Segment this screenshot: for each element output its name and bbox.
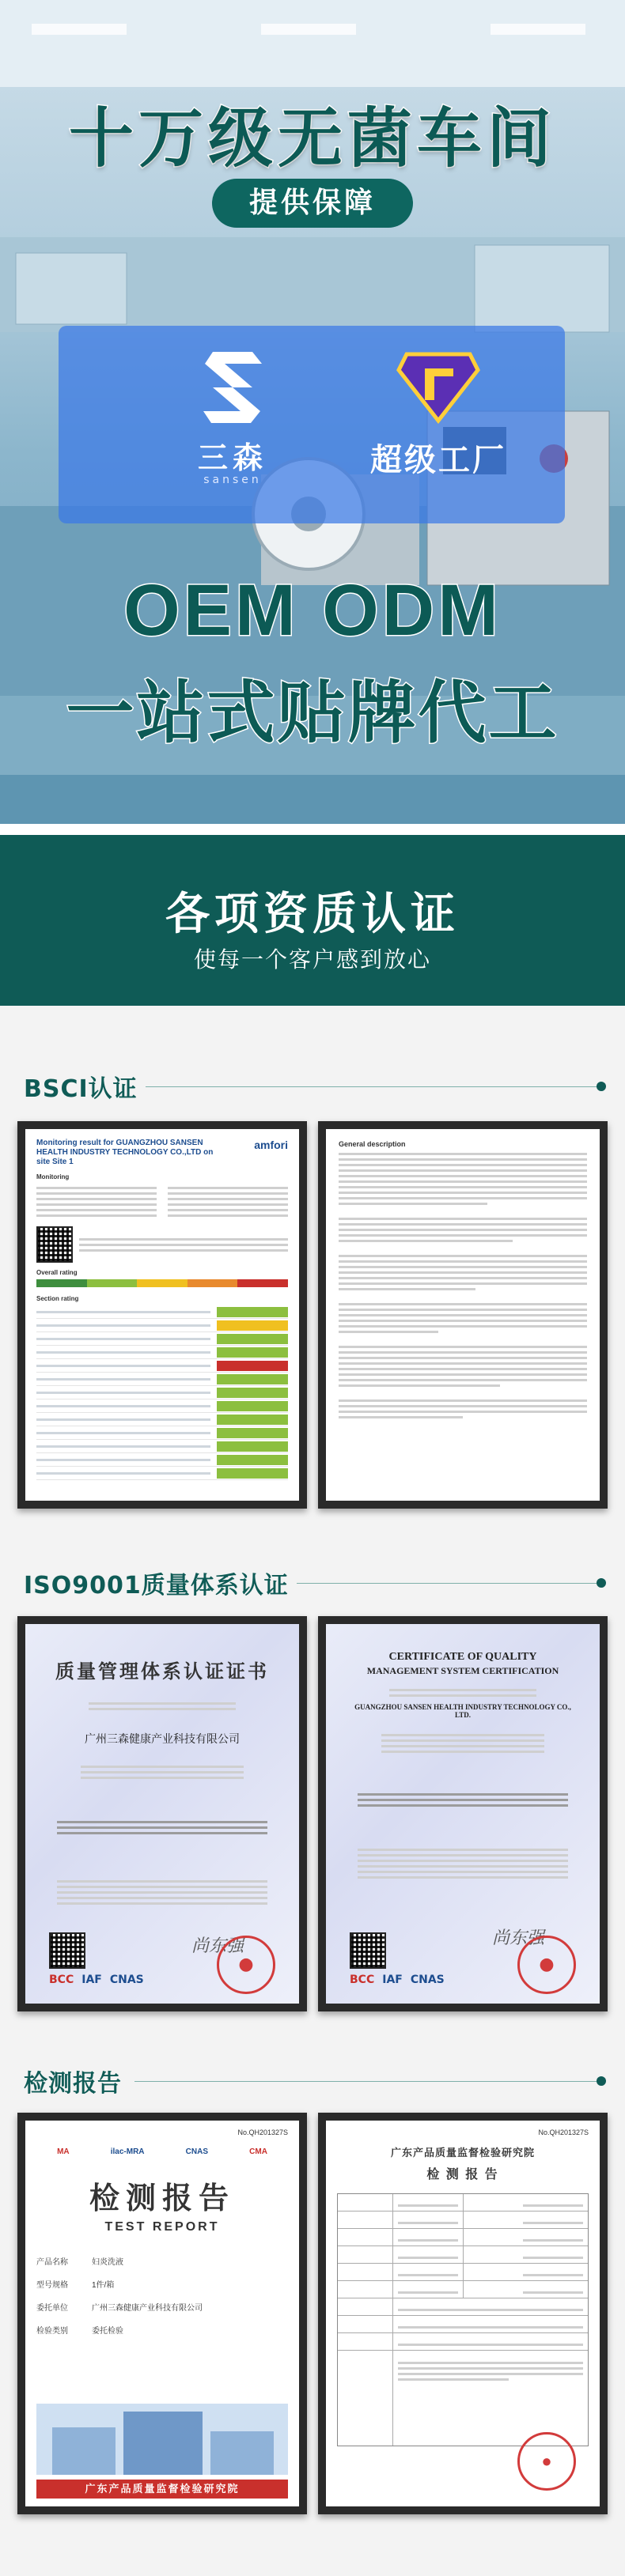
- section-divider: [119, 1086, 600, 1087]
- test-left-marks: [36, 2147, 288, 2156]
- sansen-logo: [177, 348, 288, 486]
- bsci-left-site: Site 1: [52, 1158, 74, 1166]
- section-label: ISO9001质量体系认证: [24, 1566, 297, 1600]
- bsci-left-section2: Overall rating: [36, 1269, 78, 1276]
- qualification-banner: [0, 824, 625, 1006]
- iso-en-signature: 尚东强: [491, 1928, 544, 1948]
- banner-subtitle: 使每一个客户感到放心: [193, 946, 431, 973]
- section-dot: [597, 1578, 606, 1588]
- cnas-mark: CNAS: [109, 1974, 144, 1986]
- test-left-title-en: TEST REPORT: [104, 2220, 220, 2234]
- section-header-iso: [0, 1566, 625, 1600]
- sansen-brand-sub: sansen: [203, 474, 262, 486]
- hero-section: [0, 0, 625, 824]
- cma-mark: CMA: [249, 2147, 267, 2156]
- iaf-mark: IAF: [81, 1974, 102, 1986]
- field-key: 产品名称: [36, 2258, 68, 2267]
- red-seal-stamp: ●: [217, 1936, 275, 1994]
- section-label: 检测报告: [24, 2064, 130, 2098]
- section-header-bsci: [0, 1069, 625, 1101]
- super-factory-brand-name: 超级工厂: [370, 442, 506, 478]
- field-key: 检验类别: [36, 2327, 68, 2336]
- iso-en-company: GUANGZHOU SANSEN HEALTH INDUSTRY TECHNOLOGY CO., LTD.: [354, 1703, 571, 1719]
- super-factory-logo: [359, 348, 517, 480]
- iso-cn-signature: 尚东强: [191, 1936, 244, 1956]
- section-divider: [134, 2081, 600, 2082]
- brand-logo-panel: [59, 326, 565, 523]
- iso-en-title-1: CERTIFICATE OF QUALITY: [388, 1651, 537, 1663]
- banner-title: 各项资质认证: [165, 889, 460, 940]
- red-seal-stamp: ●: [517, 1936, 576, 1994]
- qr-code-icon: [350, 1932, 386, 1969]
- iso-cert-cn: [17, 1616, 307, 2011]
- iso-en-title-2: MANAGEMENT SYSTEM CERTIFICATION: [366, 1665, 559, 1676]
- section-label: BSCI认证: [24, 1069, 146, 1104]
- test-right-number: No.QH201327S: [538, 2128, 589, 2136]
- field-value: 委托检验: [92, 2327, 123, 2336]
- section-dot: [597, 1082, 606, 1091]
- overall-rating-scale: [36, 1279, 288, 1287]
- accreditation-marks: [49, 1974, 144, 1986]
- hero-sub-line: 一站式贴牌代工: [66, 674, 559, 753]
- section-divider: [261, 1583, 600, 1584]
- hero-pill-badge: 提供保障: [212, 179, 413, 228]
- iso-cn-title: 质量管理体系认证证书: [55, 1660, 269, 1683]
- field-value: 广州三森健康产业科技有限公司: [92, 2304, 203, 2313]
- test-left-title-cn: 检测报告: [89, 2180, 235, 2215]
- section-dot: [597, 2076, 606, 2086]
- qr-code-icon: [36, 1226, 73, 1263]
- sansen-brand-name: 三森: [197, 440, 267, 475]
- iso-cert-en: [318, 1616, 608, 2011]
- test-left-fields: [36, 2255, 288, 2336]
- test-left-footer: 广东产品质量监督检验研究院: [36, 2480, 288, 2499]
- test-right-title-2: 检 测 报 告: [426, 2168, 499, 2181]
- ilac-mark: ilac-MRA: [110, 2147, 145, 2156]
- hero-oem-line: OEM ODM: [123, 570, 502, 651]
- bcc-mark: BCC: [49, 1974, 74, 1986]
- iaf-mark: IAF: [382, 1974, 403, 1986]
- cnas-mark: CNAS: [185, 2147, 209, 2156]
- field-key: 型号规格: [36, 2281, 68, 2290]
- qr-code-icon: [49, 1932, 85, 1969]
- bsci-left-section1: Monitoring: [36, 1173, 70, 1180]
- iso-cn-company: 广州三森健康产业科技有限公司: [85, 1733, 240, 1746]
- bcc-mark: BCC: [350, 1974, 375, 1986]
- bsci-left-heading: Monitoring result for GUANGZHOU SANSEN HEALTH INDUSTRY TECHNOLOGY CO.,LTD on site: [36, 1139, 214, 1166]
- red-seal-stamp: ●: [517, 2432, 576, 2491]
- bsci-doc-right: [318, 1121, 608, 1509]
- sansen-s-icon: [197, 348, 268, 427]
- amfori-logo: amfori: [254, 1139, 288, 1151]
- section-header-test: [0, 2064, 625, 2098]
- test-report-detail: [318, 2113, 608, 2514]
- accreditation-marks: [350, 1974, 445, 1986]
- bsci-right-heading: General description: [339, 1140, 406, 1148]
- test-report-cover: [17, 2113, 307, 2514]
- field-key: 委托单位: [36, 2304, 68, 2313]
- bsci-left-section3: Section rating: [36, 1295, 79, 1302]
- field-value: 1件/箱: [92, 2281, 115, 2290]
- section-rating-table: [36, 1305, 288, 1480]
- test-detail-table: [337, 2193, 589, 2446]
- bsci-doc-left: [17, 1121, 307, 1509]
- ma-mark: MA: [57, 2147, 70, 2156]
- test-left-number: No.QH201327S: [237, 2128, 288, 2136]
- institute-building-illustration: [36, 2404, 288, 2475]
- hero-title: 十万级无菌车间: [68, 101, 556, 176]
- cnas-mark: CNAS: [410, 1974, 445, 1986]
- field-value: 妇炎洗液: [92, 2258, 123, 2267]
- test-right-title-1: 广东产品质量监督检验研究院: [390, 2147, 535, 2159]
- super-factory-shield-icon: [395, 348, 482, 424]
